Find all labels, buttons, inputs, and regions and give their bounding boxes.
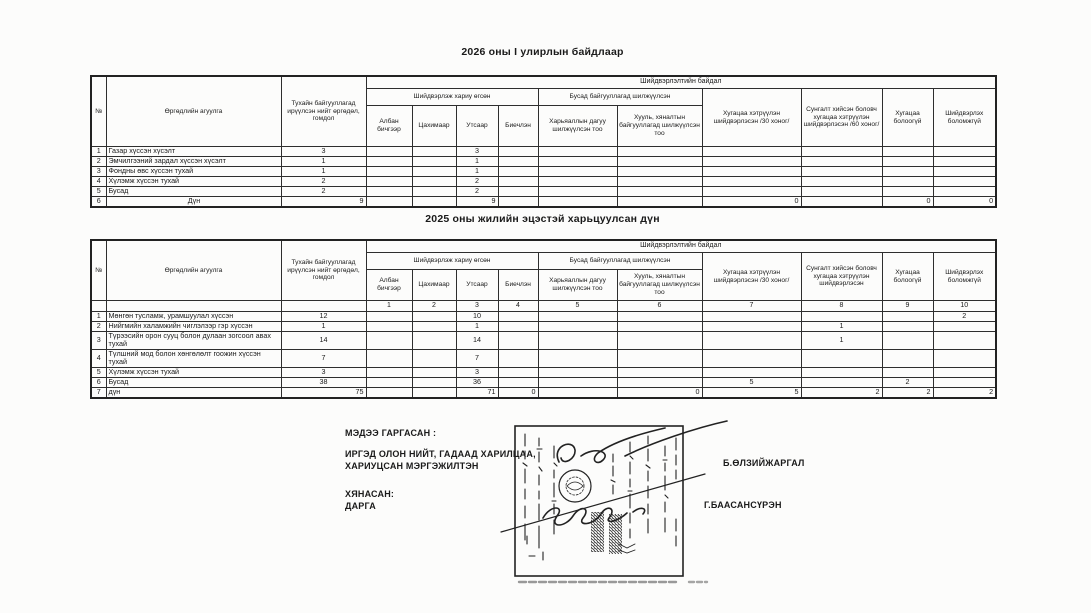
header-content: Өргөдлийн агуулга	[106, 76, 281, 147]
value-cell: 2	[882, 387, 933, 398]
value-cell: 1	[456, 157, 498, 167]
value-cell: 1	[281, 157, 366, 167]
value-cell: 9	[281, 197, 366, 208]
value-cell: 1	[801, 332, 882, 350]
value-cell: 71	[456, 387, 498, 398]
value-cell: 0	[933, 197, 996, 208]
table-row	[91, 312, 996, 322]
value-cell: 0	[702, 197, 801, 208]
value-cell: 75	[281, 387, 366, 398]
header-extended-overdue-60: Сунгалт хийсэн боловч хугацаа хэтрүүлэн шийдвэрлэсэн /60 хоног/	[801, 89, 882, 147]
value-cell: 7	[91, 387, 106, 398]
header-status-group: Шийдвэрлэлтийн байдал	[366, 76, 996, 89]
value-cell	[412, 157, 456, 167]
value-cell	[366, 377, 412, 387]
value-cell	[498, 349, 538, 367]
value-cell	[801, 312, 882, 322]
value-cell	[801, 197, 882, 208]
value-cell	[702, 367, 801, 377]
column-number: 7	[702, 301, 801, 312]
value-cell	[933, 332, 996, 350]
header-transferred-jurisdiction: Харьяаллын дагуу шилжүүлсэн тоо	[538, 106, 617, 147]
row-label-cell: Хүлэмж хүссэн тухай	[106, 367, 281, 377]
value-cell	[366, 367, 412, 377]
value-cell: 5	[702, 377, 801, 387]
header-transferred-group: Бусад байгууллагад шилжүүлсэн	[538, 253, 702, 270]
value-cell	[801, 157, 882, 167]
value-cell	[498, 187, 538, 197]
colnum-empty	[281, 301, 366, 312]
quarter-report-table	[90, 75, 997, 208]
value-cell	[882, 332, 933, 350]
header-status-group: Шийдвэрлэлтийн байдал	[366, 240, 996, 253]
value-cell: 2	[933, 387, 996, 398]
value-cell	[498, 367, 538, 377]
value-cell	[801, 167, 882, 177]
row-label-cell: Түлшний мод болон хөнгөлөлт гоожин хүссэн тухай	[106, 349, 281, 367]
value-cell	[498, 332, 538, 350]
row-label-cell: Бусад	[106, 377, 281, 387]
value-cell: 3	[281, 147, 366, 157]
value-cell	[702, 349, 801, 367]
value-cell	[617, 197, 702, 208]
header-answered-online: Цахимаар	[412, 106, 456, 147]
value-cell	[702, 312, 801, 322]
value-cell	[366, 167, 412, 177]
header-overdue-30: Хугацаа хэтрүүлэн шийдвэрлэсэн /30 хоног/	[702, 89, 801, 147]
value-cell	[538, 312, 617, 322]
header-answered-written: Албан бичгээр	[366, 106, 412, 147]
value-cell	[498, 157, 538, 167]
value-cell	[882, 167, 933, 177]
header-answered-phone: Утсаар	[456, 106, 498, 147]
value-cell: 3	[91, 167, 106, 177]
column-number: 2	[412, 301, 456, 312]
value-cell	[412, 177, 456, 187]
value-cell	[702, 177, 801, 187]
value-cell	[617, 349, 702, 367]
value-cell	[538, 177, 617, 187]
row-label-cell: Фондны өвс хүссэн тухай	[106, 167, 281, 177]
value-cell	[617, 157, 702, 167]
value-cell: 2	[281, 187, 366, 197]
column-number: 5	[538, 301, 617, 312]
value-cell: 12	[281, 312, 366, 322]
value-cell	[933, 322, 996, 332]
value-cell	[882, 147, 933, 157]
row-label-cell: Газар хүссэн хүсэлт	[106, 147, 281, 157]
header-content: Өргөдлийн агуулга	[106, 240, 281, 301]
value-cell: 3	[456, 147, 498, 157]
value-cell: 36	[456, 377, 498, 387]
value-cell	[617, 187, 702, 197]
value-cell: 4	[91, 177, 106, 187]
value-cell	[538, 167, 617, 177]
value-cell	[412, 322, 456, 332]
value-cell	[933, 157, 996, 167]
value-cell	[617, 167, 702, 177]
column-number: 9	[882, 301, 933, 312]
value-cell	[538, 332, 617, 350]
column-number: 4	[498, 301, 538, 312]
value-cell	[498, 322, 538, 332]
value-cell	[933, 349, 996, 367]
value-cell	[882, 322, 933, 332]
stamp-graphic	[493, 416, 743, 591]
value-cell: 7	[281, 349, 366, 367]
header-total: Тухайн байгууллагад ирүүлсэн нийт өргөдөл, гомдол	[281, 76, 366, 147]
row-label-cell: Мөнгөн тусламж, урамшуулал хүссэн	[106, 312, 281, 322]
table-row	[91, 332, 996, 350]
value-cell	[882, 187, 933, 197]
reviewed-label: ХЯНАСАН:	[345, 489, 395, 499]
value-cell	[617, 322, 702, 332]
value-cell	[538, 187, 617, 197]
row-label-cell: Хүлэмж хүссэн тухай	[106, 177, 281, 187]
header-transferred-law: Хууль, хяналтын байгууллагад шилжүүлсэн тоо	[617, 270, 702, 301]
stamp-emblem-circle	[559, 470, 591, 502]
value-cell: 14	[281, 332, 366, 350]
value-cell	[702, 322, 801, 332]
reviewed-role: ДАРГА	[345, 500, 376, 511]
value-cell: 0	[617, 387, 702, 398]
value-cell: 2	[281, 177, 366, 187]
header-unresolvable: Шийдвэрлэх боломжгүй	[933, 253, 996, 301]
table-row	[91, 177, 996, 187]
value-cell	[412, 349, 456, 367]
table-row	[91, 147, 996, 157]
value-cell	[882, 367, 933, 377]
header-answered-inperson: Биечлэн	[498, 106, 538, 147]
column-number: 10	[933, 301, 996, 312]
value-cell	[702, 187, 801, 197]
value-cell	[366, 349, 412, 367]
header-unresolvable: Шийдвэрлэх боломжгүй	[933, 89, 996, 147]
reviewed-by	[345, 489, 394, 512]
signature-top	[557, 421, 727, 462]
value-cell: 2	[456, 187, 498, 197]
prepared-by-name: Б.ӨЛЗИЙЖАРГАЛ	[723, 458, 805, 468]
table-row	[91, 197, 996, 208]
official-stamp	[493, 416, 743, 596]
value-cell	[882, 177, 933, 187]
header-answered-written: Албан бичгээр	[366, 270, 412, 301]
value-cell	[933, 187, 996, 197]
value-cell: 1	[91, 312, 106, 322]
value-cell: 5	[702, 387, 801, 398]
value-cell: 3	[91, 332, 106, 350]
header-num: №	[91, 76, 106, 147]
header-answered-inperson: Биечлэн	[498, 270, 538, 301]
value-cell	[801, 187, 882, 197]
value-cell: 9	[456, 197, 498, 208]
column-number: 3	[456, 301, 498, 312]
value-cell: 5	[91, 367, 106, 377]
value-cell	[882, 312, 933, 322]
value-cell: 0	[498, 387, 538, 398]
value-cell	[702, 332, 801, 350]
year-comparison-table	[90, 239, 997, 399]
value-cell	[538, 387, 617, 398]
prepared-role-line1: ИРГЭД ОЛОН НИЙТ, ГАДААД ХАРИЛЦАА,	[345, 449, 536, 459]
value-cell	[538, 377, 617, 387]
value-cell	[498, 177, 538, 187]
prepared-role-line2: ХАРИУЦСАН МЭРГЭЖИЛТЭН	[345, 460, 479, 471]
value-cell	[801, 147, 882, 157]
value-cell	[933, 377, 996, 387]
value-cell: 2	[456, 177, 498, 187]
header-transferred-group: Бусад байгууллагад шилжүүлсэн	[538, 89, 702, 106]
value-cell	[617, 177, 702, 187]
value-cell	[412, 377, 456, 387]
header-extended-overdue: Сунгалт хийсэн боловч хугацаа хэтрүүлэн шийдвэрлэсэн	[801, 253, 882, 301]
value-cell	[412, 187, 456, 197]
value-cell	[498, 377, 538, 387]
value-cell	[366, 147, 412, 157]
value-cell	[412, 147, 456, 157]
table-row	[91, 157, 996, 167]
header-answered-group: Шийдвэрлэж хариу өгсөн	[366, 89, 538, 106]
reviewed-by-name: Г.БААСАНСҮРЭН	[704, 500, 782, 510]
table-row	[91, 367, 996, 377]
value-cell: 14	[456, 332, 498, 350]
value-cell	[801, 367, 882, 377]
value-cell	[702, 147, 801, 157]
value-cell	[538, 349, 617, 367]
value-cell: 1	[456, 322, 498, 332]
value-cell	[933, 147, 996, 157]
value-cell	[412, 332, 456, 350]
value-cell	[933, 367, 996, 377]
header-transferred-law: Хууль, хяналтын байгууллагад шилжүүлсэн тоо	[617, 106, 702, 147]
value-cell	[882, 157, 933, 167]
value-cell: 10	[456, 312, 498, 322]
value-cell	[617, 367, 702, 377]
value-cell	[538, 367, 617, 377]
value-cell: 7	[456, 349, 498, 367]
value-cell: 2	[933, 312, 996, 322]
table2-title: 2025 оны жилийн эцэстэй харьцуулсан дүн	[425, 213, 660, 225]
table-row	[91, 349, 996, 367]
value-cell	[412, 387, 456, 398]
value-cell	[498, 167, 538, 177]
value-cell: 0	[882, 197, 933, 208]
table1-title: 2026 оны I улирлын байдлаар	[461, 46, 624, 58]
value-cell: 1	[281, 167, 366, 177]
value-cell: 2	[882, 377, 933, 387]
value-cell	[498, 312, 538, 322]
value-cell	[498, 197, 538, 208]
value-cell	[702, 157, 801, 167]
header-transferred-jurisdiction: Харьяаллын дагуу шилжүүлсэн тоо	[538, 270, 617, 301]
value-cell	[366, 312, 412, 322]
value-cell: 2	[91, 322, 106, 332]
value-cell: 4	[91, 349, 106, 367]
header-not-due: Хугацаа болоогүй	[882, 253, 933, 301]
value-cell: 1	[801, 322, 882, 332]
value-cell: 1	[91, 147, 106, 157]
value-cell	[538, 322, 617, 332]
value-cell	[801, 377, 882, 387]
table-row	[91, 167, 996, 177]
value-cell: 38	[281, 377, 366, 387]
value-cell	[617, 332, 702, 350]
row-label-cell: Дүн	[106, 197, 281, 208]
value-cell	[366, 387, 412, 398]
table-row	[91, 187, 996, 197]
row-label-cell: Түрээсийн орон сууц болон дулаан зогсоол авах тухай	[106, 332, 281, 350]
header-num: №	[91, 240, 106, 301]
value-cell	[366, 332, 412, 350]
value-cell: 3	[281, 367, 366, 377]
value-cell: 3	[456, 367, 498, 377]
value-cell	[366, 177, 412, 187]
value-cell	[617, 147, 702, 157]
table-row	[91, 322, 996, 332]
value-cell	[538, 197, 617, 208]
header-answered-online: Цахимаар	[412, 270, 456, 301]
value-cell	[617, 312, 702, 322]
value-cell	[801, 349, 882, 367]
header-answered-group: Шийдвэрлэж хариу өгсөн	[366, 253, 538, 270]
value-cell	[538, 157, 617, 167]
value-cell	[412, 367, 456, 377]
row-label-cell: Эмчилгээний зардал хүссэн хүсэлт	[106, 157, 281, 167]
value-cell	[702, 167, 801, 177]
value-cell: 6	[91, 197, 106, 208]
column-number: 1	[366, 301, 412, 312]
colnum-empty	[106, 301, 281, 312]
column-number: 8	[801, 301, 882, 312]
value-cell	[933, 177, 996, 187]
value-cell	[412, 197, 456, 208]
row-label-cell: дүн	[106, 387, 281, 398]
value-cell	[538, 147, 617, 157]
header-answered-phone: Утсаар	[456, 270, 498, 301]
value-cell	[366, 187, 412, 197]
header-overdue-30: Хугацаа хэтрүүлэн шийдвэрлэсэн /30 хоног/	[702, 253, 801, 301]
column-number: 6	[617, 301, 702, 312]
row-label-cell: Бусад	[106, 187, 281, 197]
value-cell	[617, 377, 702, 387]
value-cell	[801, 177, 882, 187]
value-cell: 1	[456, 167, 498, 177]
value-cell	[498, 147, 538, 157]
value-cell: 6	[91, 377, 106, 387]
header-not-due: Хугацаа болоогүй	[882, 89, 933, 147]
value-cell	[366, 197, 412, 208]
row-label-cell: Нийгмийн халамжийн чиглэлээр гэр хүссэн	[106, 322, 281, 332]
prepared-by-label: МЭДЭЭ ГАРГАСАН :	[345, 428, 437, 438]
value-cell	[882, 349, 933, 367]
table-row	[91, 377, 996, 387]
value-cell: 5	[91, 187, 106, 197]
value-cell: 2	[801, 387, 882, 398]
value-cell	[366, 322, 412, 332]
table-row	[91, 387, 996, 398]
colnum-empty	[91, 301, 106, 312]
value-cell	[933, 167, 996, 177]
value-cell	[366, 157, 412, 167]
header-total: Тухайн байгууллагад ирүүлсэн нийт өргөдөл, гомдол	[281, 240, 366, 301]
value-cell: 1	[281, 322, 366, 332]
value-cell	[412, 312, 456, 322]
value-cell: 2	[91, 157, 106, 167]
value-cell	[412, 167, 456, 177]
